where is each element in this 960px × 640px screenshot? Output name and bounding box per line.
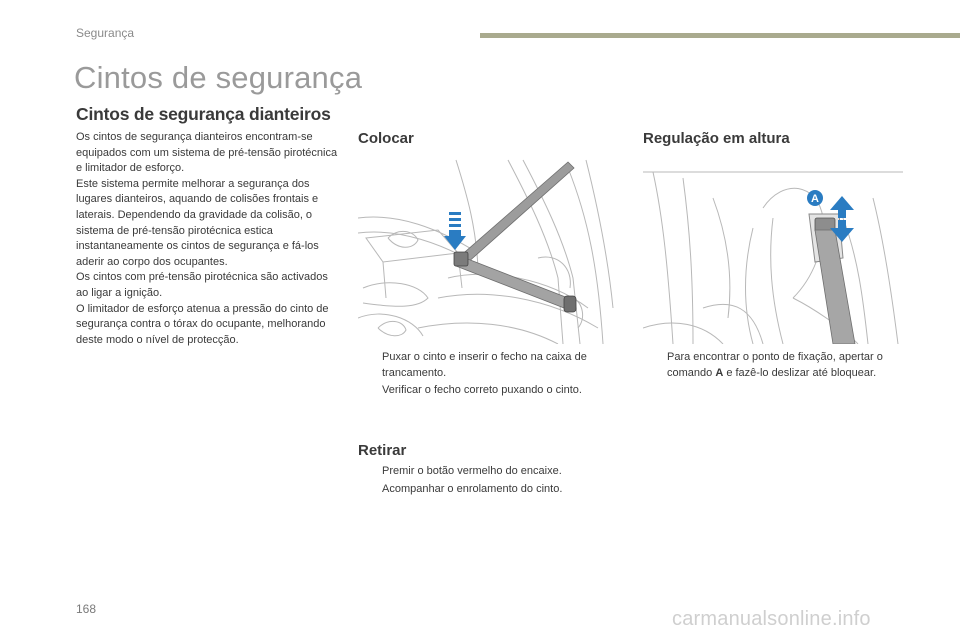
list-item-text: Verificar o fecho correto puxando o cinto. — [382, 384, 582, 397]
sub-title: Cintos de segurança dianteiros — [76, 104, 331, 124]
height-adjust-illustration — [643, 158, 903, 344]
colocar-heading: Colocar — [358, 130, 414, 147]
intro-paragraph: Este sistema permite melhorar a segurança dos lugares dianteiros, aquando de colisões frontais e laterais. Dependendo da gravidade da colisão, o sistema de pré-tensão pirotécnica estica instantaneamente os cintos de segurança e fá-los aderir ao corpo dos ocupantes. — [76, 177, 319, 268]
callout-a-label: A — [811, 193, 819, 205]
intro-paragraph: O limitador de esforço atenua a pressão do cinto de segurança contra o tórax do ocupante, melhorando deste modo o nível de protecção. — [76, 302, 329, 346]
list-item-text: Acompanhar o enrolamento do cinto. — [382, 482, 563, 495]
list-item — [358, 383, 620, 399]
intro-paragraph: Os cintos com pré-tensão pirotécnica são activados ao ligar a ignição. — [76, 271, 328, 299]
list-item-text: e fazê-lo deslizar até bloquear. — [723, 366, 877, 379]
watermark: carmanualsonline.info — [672, 608, 871, 630]
list-item — [358, 350, 620, 381]
control-key-label: A — [715, 366, 724, 379]
section-label: Segurança — [76, 26, 135, 40]
intro-paragraph: Os cintos de segurança dianteiros encontram-se equipados com um sistema de pré-tensão pirotécnica e limitador de esforço. — [76, 131, 338, 175]
retirar-heading: Retirar — [358, 442, 407, 459]
list-item — [643, 350, 911, 381]
regulacao-bullets — [643, 350, 911, 383]
intro-text — [76, 130, 338, 348]
page-title: Cintos de segurança — [74, 60, 363, 95]
list-item — [358, 464, 620, 480]
page-number: 168 — [76, 602, 97, 616]
regulacao-heading: Regulação em altura — [643, 130, 790, 147]
list-item — [358, 482, 620, 498]
fasten-belt-illustration — [358, 158, 616, 344]
colocar-bullets — [358, 350, 620, 401]
list-item-text: Premir o botão vermelho do encaixe. — [382, 465, 562, 477]
list-item-text: Para encontrar o ponto de fixação, apertar o comando — [667, 351, 883, 379]
retirar-bullets — [358, 464, 620, 499]
list-item-text: Puxar o cinto e inserir o fecho na caixa de trancamento. — [382, 351, 587, 379]
header-bar — [480, 33, 960, 38]
